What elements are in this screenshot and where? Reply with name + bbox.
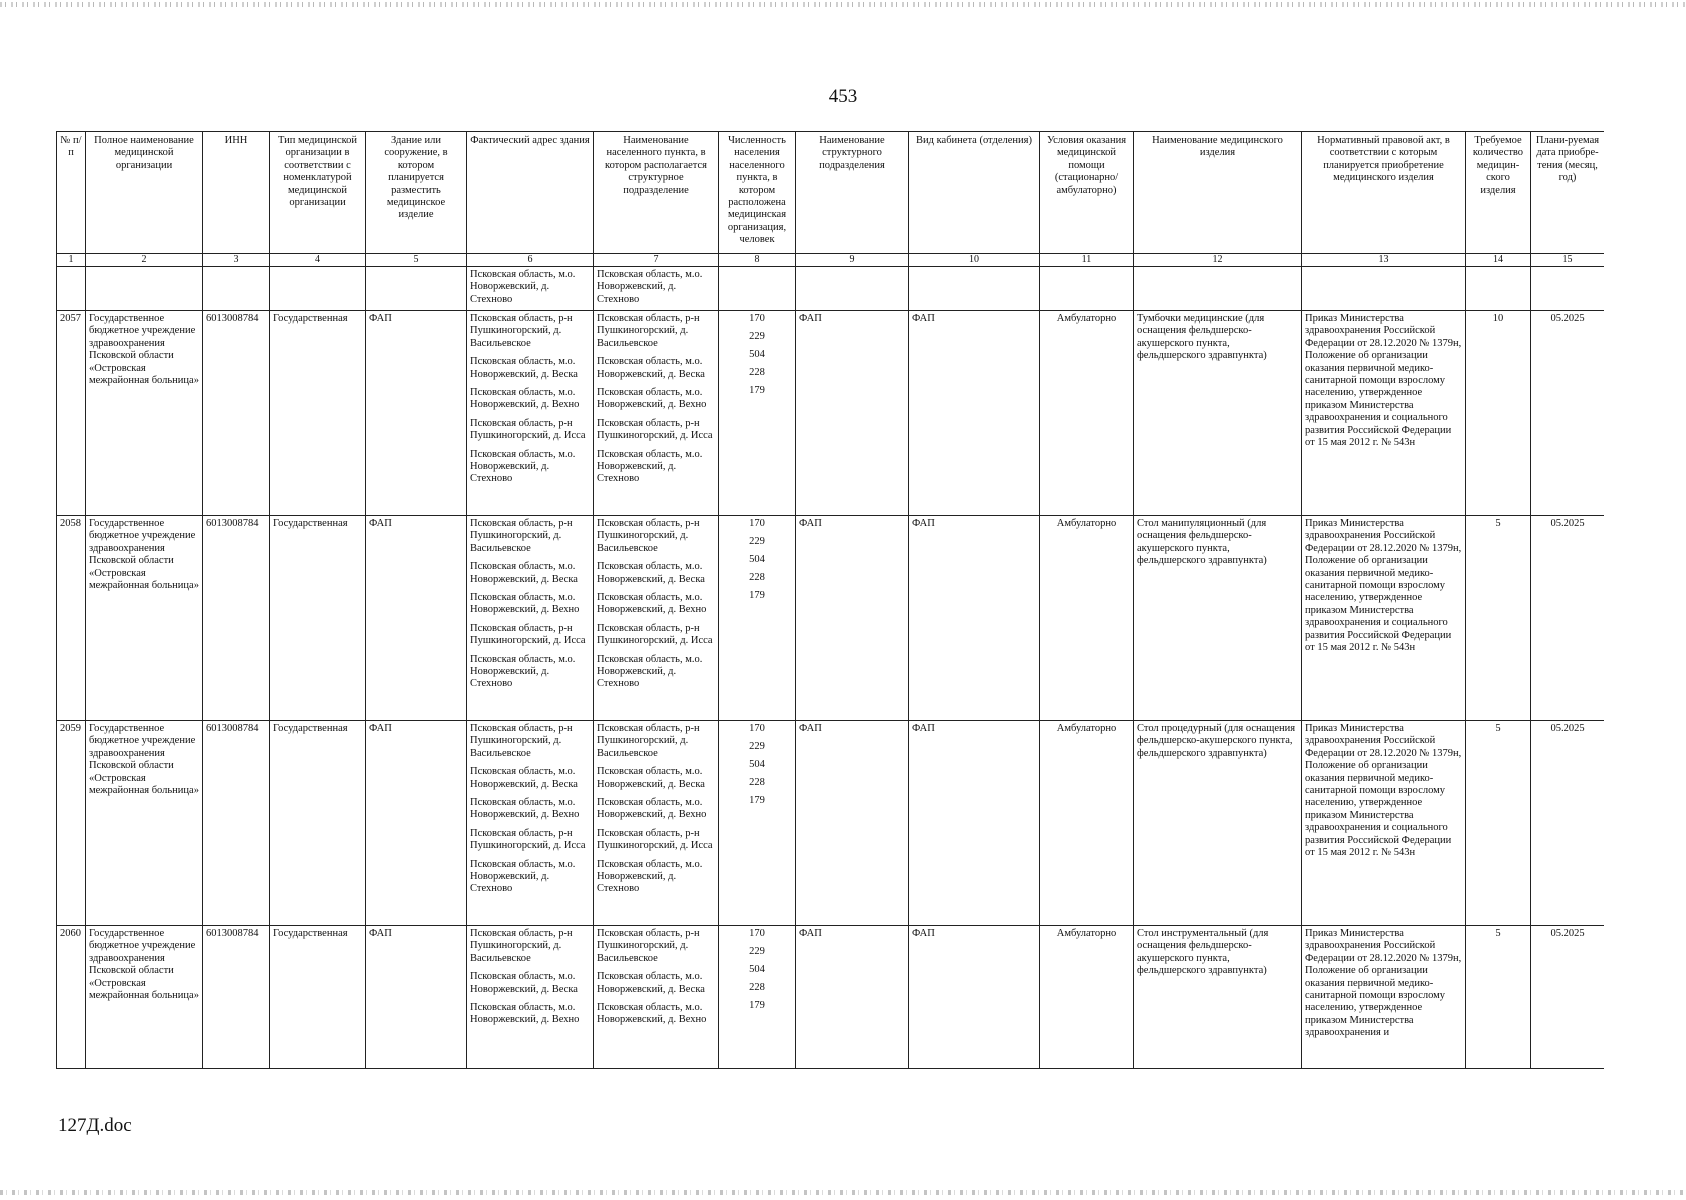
scan-noise-top	[0, 2, 1686, 7]
cell-building: ФАП	[366, 311, 467, 516]
cell-address: Псковская область, м.о. Новоржевский, д. Стехново	[467, 267, 594, 311]
settlement-item: Псковская область, р-н Пушкиногорский, д. Васильевское	[597, 928, 700, 964]
settlement-item: Псковская область, м.о. Новоржевский, д. Вехно	[597, 592, 707, 616]
address-item: Псковская область, м.о. Новоржевский, д. Веска	[470, 356, 578, 380]
population-item: 229	[749, 946, 765, 957]
cell-num: 2057	[57, 311, 86, 516]
population-item: 504	[749, 554, 765, 565]
column-header-15: Плани-руемая дата приобре-тения (месяц, год)	[1531, 132, 1605, 254]
address-item: Псковская область, м.о. Новоржевский, д. Стехново	[470, 858, 576, 895]
cell-org: Государственное бюджетное учреждение здравоохранения Псковской области «Островская межрайонная больница»	[86, 311, 203, 516]
settlement-item: Псковская область, м.о. Новоржевский, д. Вехно	[597, 1002, 707, 1026]
column-number-7: 7	[594, 254, 719, 267]
cell-address	[467, 721, 594, 926]
column-header-2: Полное наименование медицинской организации	[86, 132, 203, 254]
population-item: 170	[749, 518, 765, 529]
page-number: 453	[828, 86, 858, 107]
cell-qty: 5	[1466, 516, 1531, 721]
address-item: Псковская область, р-н Пушкиногорский, д. Исса	[470, 622, 586, 647]
cell-type	[270, 267, 366, 311]
cell-unit: ФАП	[796, 721, 909, 926]
settlement-item: Псковская область, р-н Пушкиногорский, д. Васильевское	[597, 313, 700, 349]
address-item: Псковская область, м.о. Новоржевский, д. Вехно	[470, 592, 580, 616]
equipment-table-container	[56, 131, 1604, 1113]
cell-type: Государственная	[270, 926, 366, 1069]
address-item: Псковская область, р-н Пушкиногорский, д. Исса	[470, 417, 586, 442]
settlement-item: Псковская область, р-н Пушкиногорский, д. Исса	[597, 827, 713, 852]
cell-qty	[1466, 267, 1531, 311]
cell-inn: 6013008784	[203, 926, 270, 1069]
cell-type: Государственная	[270, 516, 366, 721]
cell-num: 2058	[57, 516, 86, 721]
population-item: 228	[749, 982, 765, 993]
cell-inn: 6013008784	[203, 721, 270, 926]
cell-unit	[796, 267, 909, 311]
address-item: Псковская область, р-н Пушкиногорский, д. Васильевское	[470, 518, 573, 554]
cell-building: ФАП	[366, 721, 467, 926]
column-header-9: Наименование структурного подразделения	[796, 132, 909, 254]
column-number-10: 10	[909, 254, 1040, 267]
column-header-10: Вид кабинета (отделения)	[909, 132, 1040, 254]
address-item: Псковская область, м.о. Новоржевский, д. Вехно	[470, 797, 580, 821]
cell-unit: ФАП	[796, 516, 909, 721]
column-number-9: 9	[796, 254, 909, 267]
cell-conditions	[1040, 267, 1134, 311]
cell-qty: 10	[1466, 311, 1531, 516]
table-row	[57, 516, 1605, 721]
settlement-item: Псковская область, м.о. Новоржевский, д. Веска	[597, 561, 705, 585]
cell-settlement	[594, 516, 719, 721]
population-item: 179	[749, 795, 765, 806]
table-row	[57, 926, 1605, 1069]
column-header-7: Наименование населенного пункта, в котором располагается структурное подразделение	[594, 132, 719, 254]
settlement-item: Псковская область, м.о. Новоржевский, д. Веска	[597, 356, 705, 380]
cell-settlement	[594, 311, 719, 516]
header-row	[57, 132, 1605, 254]
cell-cabinet: ФАП	[909, 516, 1040, 721]
cell-device: Стол инструментальный (для оснащения фельдшерско-акушерского пункта, фельдшерского здравпункта)	[1134, 926, 1302, 1069]
cell-org: Государственное бюджетное учреждение здравоохранения Псковской области «Островская межрайонная больница»	[86, 721, 203, 926]
population-item: 504	[749, 759, 765, 770]
cell-device	[1134, 267, 1302, 311]
column-number-15: 15	[1531, 254, 1605, 267]
cell-population	[719, 926, 796, 1069]
address-item: Псковская область, р-н Пушкиногорский, д. Исса	[470, 827, 586, 852]
column-header-1: № п/п	[57, 132, 86, 254]
cell-qty: 5	[1466, 721, 1531, 926]
population-item: 229	[749, 741, 765, 752]
cell-cabinet: ФАП	[909, 311, 1040, 516]
continuation-row	[57, 267, 1605, 311]
population-item: 228	[749, 572, 765, 583]
address-item: Псковская область, р-н Пушкиногорский, д. Васильевское	[470, 313, 573, 349]
column-header-8: Численность населения населенного пункта, в котором расположена медицинская организация, человек	[719, 132, 796, 254]
cell-inn: 6013008784	[203, 311, 270, 516]
cell-inn	[203, 267, 270, 311]
cell-conditions: Амбулаторно	[1040, 721, 1134, 926]
settlement-item: Псковская область, р-н Пушкиногорский, д. Исса	[597, 417, 713, 442]
address-item: Псковская область, м.о. Новоржевский, д. Веска	[470, 766, 578, 790]
footer-filename: 127Д.doc	[58, 1115, 132, 1136]
settlement-item: Псковская область, р-н Пушкиногорский, д. Исса	[597, 622, 713, 647]
column-header-3: ИНН	[203, 132, 270, 254]
equipment-table	[56, 131, 1604, 1069]
population-item: 170	[749, 723, 765, 734]
cell-address	[467, 926, 594, 1069]
column-number-2: 2	[86, 254, 203, 267]
cell-num	[57, 267, 86, 311]
address-item: Псковская область, м.о. Новоржевский, д. Вехно	[470, 387, 580, 411]
population-item: 504	[749, 349, 765, 360]
population-item: 170	[749, 928, 765, 939]
population-item: 179	[749, 1000, 765, 1011]
cell-settlement: Псковская область, м.о. Новоржевский, д. Стехново	[594, 267, 719, 311]
cell-org: Государственное бюджетное учреждение здравоохранения Псковской области «Островская межрайонная больница»	[86, 926, 203, 1069]
cell-conditions: Амбулаторно	[1040, 516, 1134, 721]
column-number-8: 8	[719, 254, 796, 267]
cell-act: Приказ Министерства здравоохранения Российской Федерации от 28.12.2020 № 1379н, Положение об организации оказания первичной медико-санитарной помощи взрослому населению, утвержденное приказом Министерства здравоохранения и социального развития Российской Федерации от 15 мая 2012 г. № 543н	[1302, 721, 1466, 926]
cell-num: 2059	[57, 721, 86, 926]
cell-population	[719, 721, 796, 926]
address-item: Псковская область, м.о. Новоржевский, д. Вехно	[470, 1002, 580, 1026]
column-header-13: Нормативный правовой акт, в соответствии с которым планируется приобретение медицинского изделия	[1302, 132, 1466, 254]
table-row	[57, 311, 1605, 516]
column-number-1: 1	[57, 254, 86, 267]
cell-act: Приказ Министерства здравоохранения Российской Федерации от 28.12.2020 № 1379н, Положение об организации оказания первичной медико-санитарной помощи взрослому населению, утвержденное приказом Министерства здравоохранения и социального развития Российской Федерации от 15 мая 2012 г. № 543н	[1302, 311, 1466, 516]
column-number-13: 13	[1302, 254, 1466, 267]
population-item: 229	[749, 536, 765, 547]
cell-population	[719, 267, 796, 311]
cell-date: 05.2025	[1531, 516, 1605, 721]
cell-unit: ФАП	[796, 311, 909, 516]
cell-unit: ФАП	[796, 926, 909, 1069]
column-header-4: Тип медицинской организации в соответствии с номенклатурой медицинской организации	[270, 132, 366, 254]
cell-act: Приказ Министерства здравоохранения Российской Федерации от 28.12.2020 № 1379н, Положение об организации оказания первичной медико-санитарной помощи взрослому населению, утвержденное приказом Министерства здравоохранения и социального развития Российской Федерации от 15 мая 2012 г. № 543н	[1302, 516, 1466, 721]
column-number-4: 4	[270, 254, 366, 267]
cell-cabinet: ФАП	[909, 721, 1040, 926]
column-number-5: 5	[366, 254, 467, 267]
settlement-item: Псковская область, м.о. Новоржевский, д. Стехново	[597, 858, 703, 895]
column-header-11: Условия оказания медицинской помощи (стационарно/ амбулаторно)	[1040, 132, 1134, 254]
cell-org	[86, 267, 203, 311]
cell-act: Приказ Министерства здравоохранения Российской Федерации от 28.12.2020 № 1379н, Положение об организации оказания первичной медико-санитарной помощи взрослому населению, утвержденное приказом Министерства здравоохранения и	[1302, 926, 1466, 1069]
cell-type: Государственная	[270, 311, 366, 516]
column-header-6: Фактический адрес здания	[467, 132, 594, 254]
settlement-item: Псковская область, м.о. Новоржевский, д. Стехново	[597, 653, 703, 690]
population-item: 170	[749, 313, 765, 324]
population-item: 179	[749, 590, 765, 601]
cell-type: Государственная	[270, 721, 366, 926]
cell-population	[719, 516, 796, 721]
column-number-14: 14	[1466, 254, 1531, 267]
cell-inn: 6013008784	[203, 516, 270, 721]
cell-address	[467, 311, 594, 516]
cell-settlement	[594, 926, 719, 1069]
population-item: 504	[749, 964, 765, 975]
population-item: 228	[749, 777, 765, 788]
cell-address	[467, 516, 594, 721]
cell-building: ФАП	[366, 516, 467, 721]
settlement-item: Псковская область, м.о. Новоржевский, д. Стехново	[597, 448, 703, 485]
cell-date: 05.2025	[1531, 311, 1605, 516]
cell-date	[1531, 267, 1605, 311]
cell-act	[1302, 267, 1466, 311]
column-number-3: 3	[203, 254, 270, 267]
settlement-item: Псковская область, р-н Пушкиногорский, д. Васильевское	[597, 518, 700, 554]
column-header-14: Требуемое количество медицин-ского изделия	[1466, 132, 1531, 254]
scan-noise-bottom	[0, 1190, 1686, 1195]
cell-population	[719, 311, 796, 516]
cell-conditions: Амбулаторно	[1040, 926, 1134, 1069]
cell-qty: 5	[1466, 926, 1531, 1069]
population-item: 228	[749, 367, 765, 378]
cell-date: 05.2025	[1531, 926, 1605, 1069]
address-item: Псковская область, м.о. Новоржевский, д. Веска	[470, 971, 578, 995]
cell-device: Стол процедурный (для оснащения фельдшерско-акушерского пункта, фельдшерского здравпункта)	[1134, 721, 1302, 926]
column-header-12: Наименование медицинского изделия	[1134, 132, 1302, 254]
cell-building: ФАП	[366, 926, 467, 1069]
column-header-5: Здание или сооружение, в котором планируется разместить медицинское изделие	[366, 132, 467, 254]
cell-cabinet: ФАП	[909, 926, 1040, 1069]
cell-device: Стол манипуляционный (для оснащения фельдшерско-акушерского пункта, фельдшерского здравпункта)	[1134, 516, 1302, 721]
cell-settlement	[594, 721, 719, 926]
settlement-item: Псковская область, м.о. Новоржевский, д. Вехно	[597, 797, 707, 821]
column-number-11: 11	[1040, 254, 1134, 267]
cell-building	[366, 267, 467, 311]
settlement-item: Псковская область, м.о. Новоржевский, д. Веска	[597, 971, 705, 995]
settlement-item: Псковская область, м.о. Новоржевский, д. Веска	[597, 766, 705, 790]
population-item: 179	[749, 385, 765, 396]
cell-conditions: Амбулаторно	[1040, 311, 1134, 516]
column-number-row	[57, 254, 1605, 267]
column-number-12: 12	[1134, 254, 1302, 267]
address-item: Псковская область, м.о. Новоржевский, д. Стехново	[470, 448, 576, 485]
address-item: Псковская область, м.о. Новоржевский, д. Стехново	[470, 653, 576, 690]
address-item: Псковская область, р-н Пушкиногорский, д. Васильевское	[470, 723, 573, 759]
cell-date: 05.2025	[1531, 721, 1605, 926]
column-number-6: 6	[467, 254, 594, 267]
population-item: 229	[749, 331, 765, 342]
cell-num: 2060	[57, 926, 86, 1069]
settlement-item: Псковская область, р-н Пушкиногорский, д. Васильевское	[597, 723, 700, 759]
address-item: Псковская область, р-н Пушкиногорский, д. Васильевское	[470, 928, 573, 964]
table-row	[57, 721, 1605, 926]
address-item: Псковская область, м.о. Новоржевский, д. Веска	[470, 561, 578, 585]
cell-cabinet	[909, 267, 1040, 311]
cell-org: Государственное бюджетное учреждение здравоохранения Псковской области «Островская межрайонная больница»	[86, 516, 203, 721]
cell-device: Тумбочки медицинские (для оснащения фельдшерско-акушерского пункта, фельдшерского здравпункта)	[1134, 311, 1302, 516]
settlement-item: Псковская область, м.о. Новоржевский, д. Вехно	[597, 387, 707, 411]
